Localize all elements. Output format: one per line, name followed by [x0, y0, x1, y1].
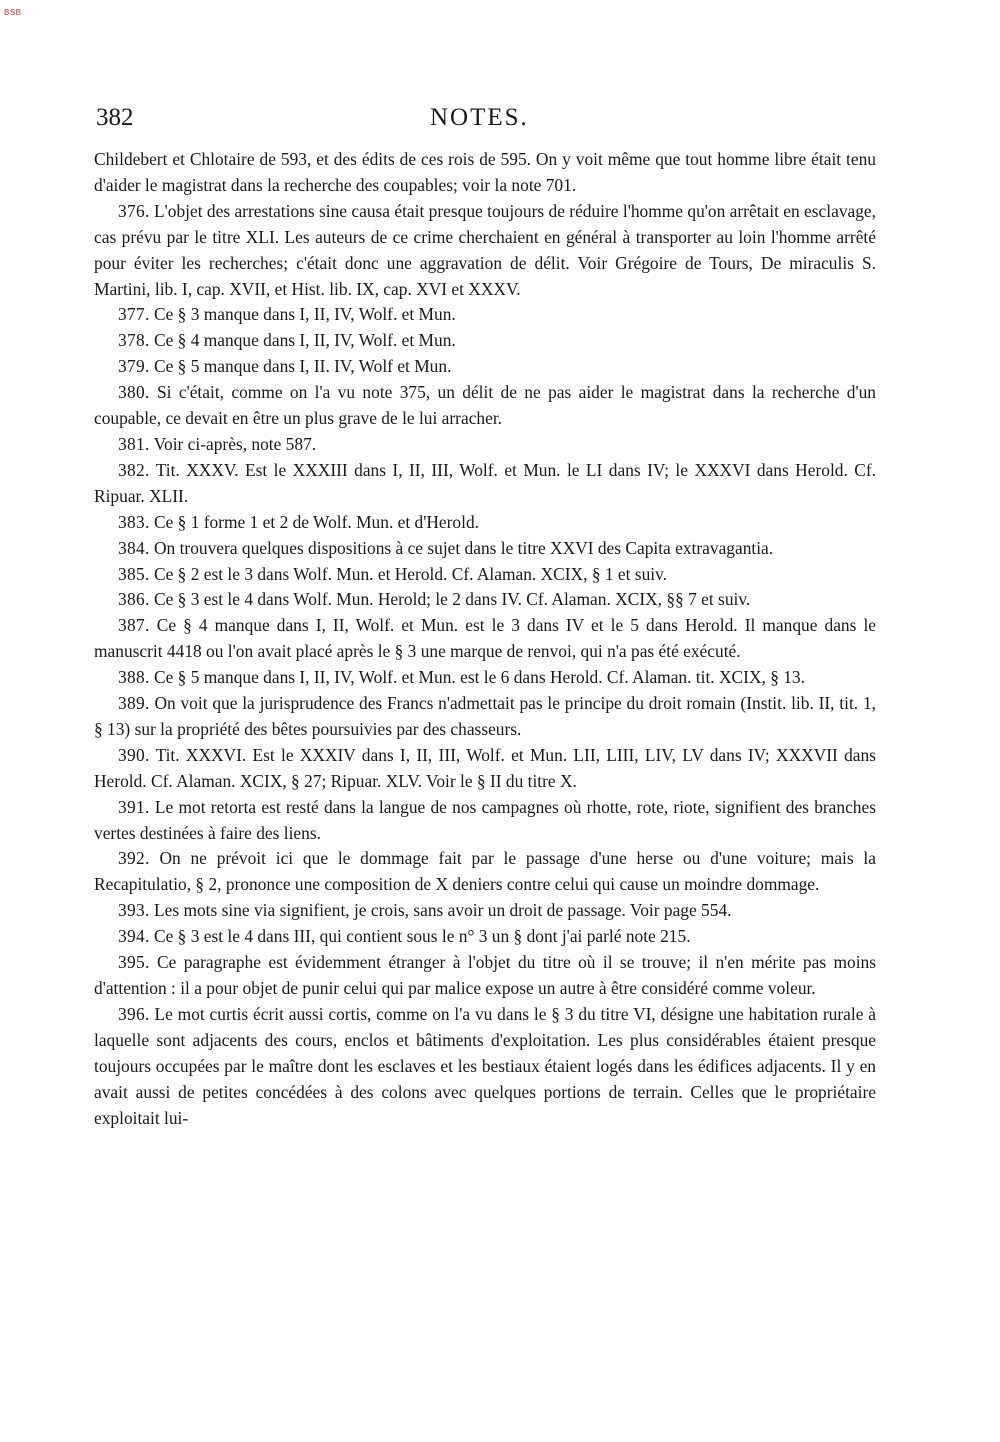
note-text: Le mot curtis écrit aussi cortis, comme on l'a vu dans le § 3 du titre VI, désigne une habitation rurale à laquelle sont adjacents des cours, enclos et bâtiments d'exploitation. Les plus considérables étaient presque toujours occupées par le maître dont les esclaves et les bestiaux étaient logés dans les édifices adjacents. Il y en avait aussi de petites concédées à des colons avec quelques portions de terrain. Celles que le propriétaire exploitait lui- [94, 1003, 876, 1128]
note-number: 393. [118, 900, 150, 921]
note-item [94, 1002, 876, 1132]
note-text: Ce § 2 est le 3 dans Wolf. Mun. et Herold. Cf. Alaman. XCIX, § 1 et suiv. [154, 563, 668, 584]
note-item [94, 302, 876, 328]
note-item [94, 743, 876, 795]
note-number: 389. [118, 693, 150, 714]
continuation-paragraph: Childebert et Chlotaire de 593, et des édits de ces rois de 595. On y voit même que tout homme libre était tenu d'aider le magistrat dans la recherche des coupables; voir la note 701. [94, 149, 876, 195]
note-item [94, 898, 876, 924]
note-number: 390. [118, 744, 150, 765]
note-item [94, 432, 876, 458]
note-number: 376. [118, 200, 150, 221]
note-text: Voir ci-après, note 587. [153, 433, 317, 454]
note-item [94, 536, 876, 562]
note-text: On trouvera quelques dispositions à ce sujet dans le titre XXVI des Capita extravagantia. [154, 537, 774, 558]
note-item [94, 613, 876, 665]
running-head: NOTES. [430, 104, 529, 131]
note-item [94, 587, 876, 613]
note-text: On voit que la jurisprudence des Francs n'admettait pas le principe du droit romain (Instit. lib. II, tit. 1, § 13) sur la propriété des bêtes poursuivies par des chasseurs. [94, 693, 876, 739]
note-text: Ce § 3 est le 4 dans III, qui contient sous le n° 3 un § dont j'ai parlé note 215. [154, 926, 691, 947]
note-number: 394. [118, 926, 150, 947]
note-text: Les mots sine via signifient, je crois, sans avoir un droit de passage. Voir page 554. [154, 900, 732, 921]
note-number: 386. [118, 589, 150, 610]
note-item [94, 846, 876, 898]
note-item [94, 458, 876, 510]
note-text: Ce § 4 manque dans I, II, IV, Wolf. et Mun. [154, 330, 456, 351]
note-item [94, 665, 876, 691]
note-item [94, 380, 876, 432]
note-item [94, 924, 876, 950]
page-number: 382 [96, 104, 134, 131]
note-text: Ce § 3 manque dans I, II, IV, Wolf. et Mun. [154, 304, 456, 325]
note-item [94, 199, 876, 303]
note-number: 385. [118, 563, 150, 584]
note-text: L'objet des arrestations sine causa était presque toujours de réduire l'homme qu'on arrêtait en esclavage, cas prévu par le titre XLI. Les auteurs de ce crime cherchaient en général à transporter au loin l'homme arrêté pour éviter les recherches; c'était donc une aggravation de délit. Voir Grégoire de Tours, De miraculis S. Martini, lib. I, cap. XVII, et Hist. lib. IX, cap. XVI et XXXV. [94, 200, 876, 299]
notes-body [94, 147, 876, 1131]
note-number: 392. [118, 848, 150, 869]
note-text: Ce paragraphe est évidemment étranger à l'objet du titre où il se trouve; il n'en mérite pas moins d'attention : il a pour objet de punir celui qui par malice expose un autre à être considéré comme voleur. [94, 952, 876, 998]
note-text: Ce § 1 forme 1 et 2 de Wolf. Mun. et d'Herold. [154, 511, 480, 532]
note-item [94, 354, 876, 380]
note-item [94, 562, 876, 588]
note-text: Ce § 4 manque dans I, II, Wolf. et Mun. est le 3 dans IV et le 5 dans Herold. Il manque dans le manuscrit 4418 ou l'on avait placé après le § 3 une marque de renvoi, qui n'a pas été exécuté. [94, 615, 876, 662]
note-text: Si c'était, comme on l'a vu note 375, un délit de ne pas aider le magistrat dans la recherche d'un coupable, ce devait en être un plus grave de le lui arracher. [94, 382, 876, 429]
note-text: Tit. XXXVI. Est le XXXIV dans I, II, III, Wolf. et Mun. LII, LIII, LIV, LV dans IV; XXXVII dans Herold. Cf. Alaman. XCIX, § 27; Ripuar. XLV. Voir le § II du titre X. [94, 744, 876, 791]
note-text: Ce § 5 manque dans I, II, IV, Wolf. et Mun. est le 6 dans Herold. Cf. Alaman. tit. XCIX, § 13. [154, 667, 805, 688]
note-item [94, 510, 876, 536]
note-number: 381. [118, 433, 150, 454]
note-text: On ne prévoit ici que le dommage fait par le passage d'une herse ou d'une voiture; mais la Recapitulatio, § 2, prononce une composition de X deniers contre celui qui cause un moindre dommage. [94, 848, 876, 895]
note-item [94, 950, 876, 1002]
note-number: 384. [118, 537, 150, 558]
note-number: 387. [118, 615, 150, 636]
note-number: 383. [118, 511, 150, 532]
note-item [94, 328, 876, 354]
note-number: 391. [118, 796, 150, 817]
note-item [94, 795, 876, 847]
note-number: 379. [118, 356, 150, 377]
note-text: Ce § 5 manque dans I, II. IV, Wolf et Mun. [154, 356, 452, 377]
library-stamp: BSB [4, 8, 22, 17]
note-text: Ce § 3 est le 4 dans Wolf. Mun. Herold; le 2 dans IV. Cf. Alaman. XCIX, §§ 7 et suiv. [154, 589, 751, 610]
note-text: Le mot retorta est resté dans la langue de nos campagnes où rhotte, rote, riote, signifient des branches vertes destinées à faire des liens. [94, 796, 876, 843]
note-number: 388. [118, 667, 150, 688]
note-number: 380. [118, 382, 150, 403]
notes-list [94, 199, 876, 1132]
note-number: 395. [118, 952, 150, 973]
note-number: 382. [118, 459, 150, 480]
note-number: 377. [118, 304, 150, 325]
note-number: 396. [118, 1003, 150, 1024]
note-item [94, 691, 876, 743]
note-text: Tit. XXXV. Est le XXXIII dans I, II, III, Wolf. et Mun. le LI dans IV; le XXXVI dans Herold. Cf. Ripuar. XLII. [94, 459, 876, 506]
note-number: 378. [118, 330, 150, 351]
